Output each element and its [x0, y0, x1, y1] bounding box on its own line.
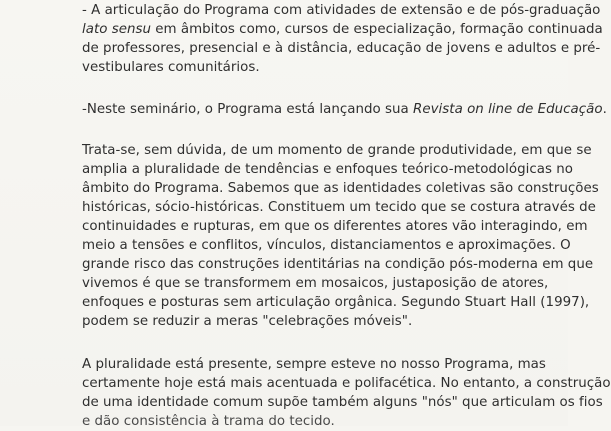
paragraph-3-line-9: enfoques e posturas sem articulação orgânica. Segundo Stuart Hall (1997), [82, 295, 590, 310]
italic-phrase: Revista on line de Educação [413, 102, 603, 117]
paragraph-4-line-1: A pluralidade está presente, sempre esteve no nosso Programa, mas [82, 357, 546, 372]
paragraph-3-line-4: históricas, sócio-históricas. Constituem um tecido que se costura através de [82, 200, 596, 215]
paragraph-1-line-2: lato sensu em âmbitos como, cursos de especialização, formação continuada [82, 22, 603, 37]
paragraph-3-line-1: Trata-se, sem dúvida, de um momento de grande produtividade, em que se [82, 143, 592, 158]
paragraph-1-line-4: vestibulares comunitários. [82, 60, 260, 75]
paragraph-3-line-2: amplia a pluralidade de tendências e enfoques teórico-metodológicas no [82, 162, 573, 177]
paragraph-4-line-4: e dão consistência à trama do tecido. [82, 414, 335, 429]
paragraph-3-line-8: vivemos é que se transformem em mosaicos, justaposição de atores, [82, 276, 549, 291]
paragraph-2-line-1: -Neste seminário, o Programa está lançando sua Revista on line de Educação. [82, 102, 607, 117]
paragraph-3-line-3: âmbito do Programa. Sabemos que as identidades coletivas são construções [82, 181, 599, 196]
paragraph-4-line-3: de uma identidade comum supõe também alguns "nós" que articulam os fios [82, 395, 603, 410]
paragraph-3-line-10: podem se reduzir a meras "celebrações móveis". [82, 314, 413, 329]
paragraph-1-line-1: - A articulação do Programa com atividades de extensão e de pós-graduação [82, 3, 601, 18]
paragraph-1-line-3: de professores, presencial e à distância, educação de jovens e adultos e pré- [82, 41, 601, 56]
italic-phrase: lato sensu [82, 22, 151, 37]
paragraph-3-line-7: grande risco das construções identitárias na condição pós-moderna em que [82, 257, 594, 272]
paragraph-3-line-6: meio a tensões e conflitos, vínculos, distanciamentos e aproximações. O [82, 238, 571, 253]
paragraph-4-line-2: certamente hoje está mais acentuada e polifacética. No entanto, a construção [82, 376, 611, 391]
paragraph-3-line-5: continuidades e rupturas, em que os diferentes atores vão interagindo, em [82, 219, 588, 234]
